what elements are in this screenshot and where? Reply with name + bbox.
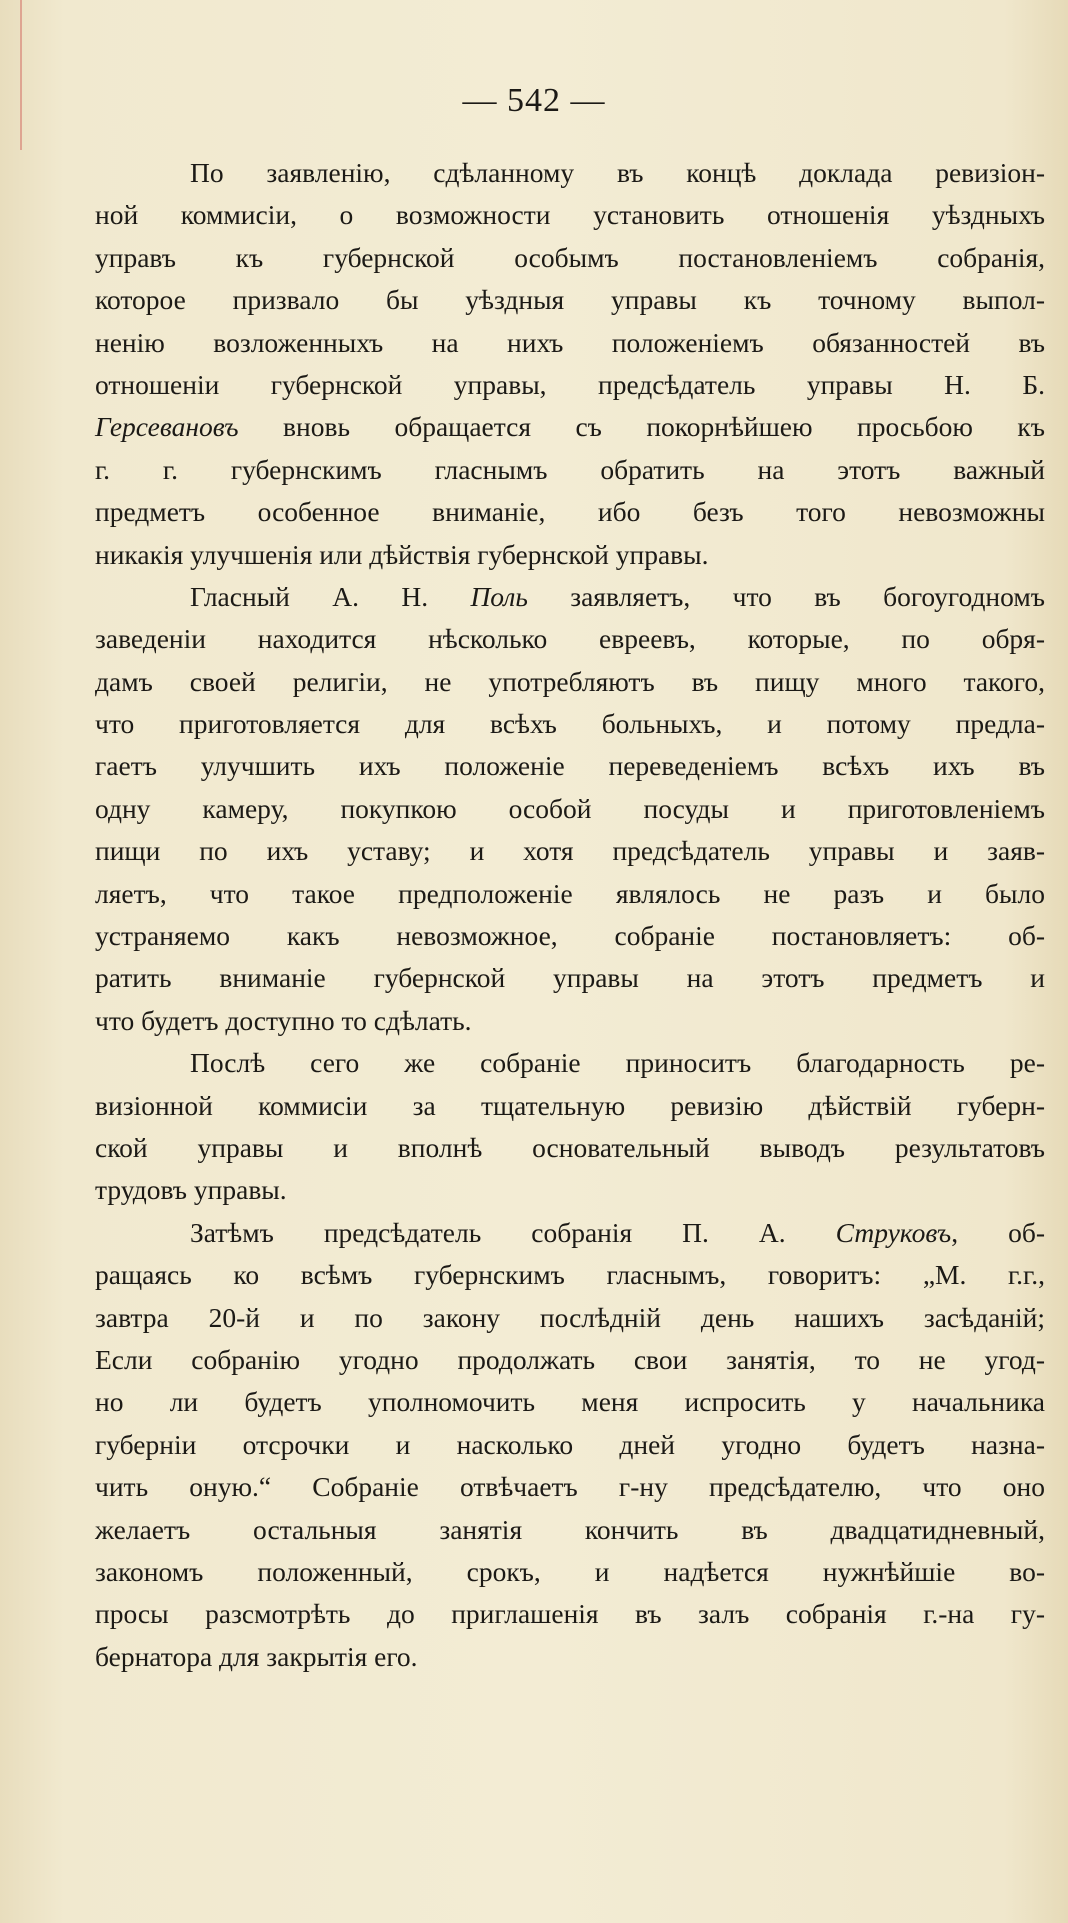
- text-segment: дамъ своей религіи, не употребляютъ въ пищу много такого,: [95, 665, 1045, 697]
- italic-name: Поль: [470, 580, 528, 612]
- text-segment: никакія улучшенія или дѣйствія губернской управы.: [95, 538, 709, 570]
- text-line: [95, 322, 1045, 364]
- text-segment: Гласный А. Н.: [190, 580, 471, 612]
- paragraph: [95, 576, 1045, 1042]
- text-segment: Если собранію угодно продолжать свои занятія, то не угод-: [95, 1343, 1045, 1375]
- text-segment: отношеніи губернской управы, предсѣдатель управы Н. Б.: [95, 368, 1045, 400]
- text-line: [95, 1212, 1045, 1254]
- text-line: [95, 1424, 1045, 1466]
- text-line: [95, 152, 1045, 194]
- text-line: [95, 1000, 1045, 1042]
- text-segment: ской управы и вполнѣ основательный выводъ результатовъ: [95, 1131, 1045, 1163]
- text-line: [95, 449, 1045, 491]
- text-line: [95, 279, 1045, 321]
- text-line: [95, 1042, 1045, 1084]
- text-line: [95, 873, 1045, 915]
- text-segment: устраняемо какъ невозможное, собраніе постановляетъ: об-: [95, 920, 1045, 952]
- text-line: [95, 1466, 1045, 1508]
- text-segment: заведеніи находится нѣсколько евреевъ, которые, по обря-: [95, 623, 1045, 655]
- text-line: [95, 491, 1045, 533]
- body-text: [95, 152, 1045, 1678]
- text-line: [95, 1636, 1045, 1678]
- text-line: [95, 1381, 1045, 1423]
- text-line: [95, 703, 1045, 745]
- text-line: [95, 1254, 1045, 1296]
- text-line: [95, 576, 1045, 618]
- text-segment: ратить вниманіе губернской управы на этотъ предметъ и: [95, 962, 1045, 994]
- text-segment: чить оную.“ Собраніе отвѣчаетъ г-ну предсѣдателю, что оно: [95, 1471, 1045, 1503]
- text-segment: г. г. губернскимъ гласнымъ обратить на этотъ важный: [95, 453, 1045, 485]
- margin-rule: [20, 0, 22, 150]
- text-line: [95, 1509, 1045, 1551]
- text-line: [95, 830, 1045, 872]
- text-segment: По заявленію, сдѣланному въ концѣ доклада ревизіон-: [190, 157, 1045, 188]
- text-line: [95, 1339, 1045, 1381]
- text-line: [95, 534, 1045, 576]
- italic-name: Герсевановъ: [95, 411, 239, 443]
- text-segment: ной коммисіи, о возможности установить отношенія уѣздныхъ: [95, 199, 1045, 231]
- text-line: [95, 364, 1045, 406]
- italic-name: Струковъ: [835, 1216, 952, 1248]
- text-segment: желаетъ остальныя занятія кончить въ двадцатидневный,: [95, 1513, 1045, 1545]
- text-line: [95, 237, 1045, 279]
- text-segment: Затѣмъ предсѣдатель собранія П. А.: [190, 1216, 836, 1248]
- text-segment: но ли будетъ уполномочить меня испросить у начальника: [95, 1386, 1045, 1418]
- text-line: [95, 915, 1045, 957]
- text-segment: что будетъ доступно то сдѣлать.: [95, 1004, 472, 1036]
- text-segment: которое призвало бы уѣздныя управы къ точному выпол-: [95, 284, 1045, 316]
- text-segment: Послѣ сего же собраніе приноситъ благодарность ре-: [190, 1047, 1045, 1079]
- text-segment: ращаясь ко всѣмъ губернскимъ гласнымъ, говоритъ: „М. г.г.,: [95, 1259, 1045, 1291]
- text-line: [95, 1593, 1045, 1635]
- page-number: — 542 —: [462, 82, 606, 119]
- text-line: [95, 1551, 1045, 1593]
- text-line: [95, 194, 1045, 236]
- text-line: [95, 1127, 1045, 1169]
- text-segment: гаетъ улучшить ихъ положеніе переведеніемъ всѣхъ ихъ въ: [95, 750, 1045, 782]
- text-segment: просы разсмотрѣть до приглашенія въ залъ собранія г.-на гу-: [95, 1598, 1045, 1630]
- text-segment: ляетъ, что такое предположеніе являлось не разъ и было: [95, 877, 1045, 909]
- text-line: [95, 1085, 1045, 1127]
- text-line: [95, 661, 1045, 703]
- text-line: [95, 745, 1045, 787]
- text-segment: заявляетъ, что въ богоугодномъ: [527, 580, 1045, 612]
- text-line: [95, 788, 1045, 830]
- text-segment: одну камеру, покупкою особой посуды и приготовленіемъ: [95, 792, 1045, 824]
- text-segment: предметъ особенное вниманіе, ибо безъ того невозможны: [95, 496, 1045, 528]
- text-segment: бернатора для закрытія его.: [95, 1640, 418, 1672]
- text-segment: пищи по ихъ уставу; и хотя предсѣдатель управы и заяв-: [95, 835, 1045, 867]
- paragraph: [95, 1212, 1045, 1678]
- text-segment: визіонной коммисіи за тщательную ревизію дѣйствій губерн-: [95, 1089, 1045, 1121]
- paragraph: [95, 1042, 1045, 1212]
- text-segment: трудовъ управы.: [95, 1174, 287, 1206]
- text-segment: управъ къ губернской особымъ постановленіемъ собранія,: [95, 241, 1045, 273]
- text-segment: , об-: [951, 1216, 1045, 1248]
- text-line: [95, 618, 1045, 660]
- text-segment: вновь обращается съ покорнѣйшею просьбою къ: [238, 411, 1045, 443]
- text-segment: ненію возложенныхъ на нихъ положеніемъ обязанностей въ: [95, 326, 1045, 358]
- text-segment: что приготовляется для всѣхъ больныхъ, и потому предла-: [95, 708, 1045, 740]
- text-line: [95, 406, 1045, 448]
- text-segment: губерніи отсрочки и насколько дней угодно будетъ назна-: [95, 1428, 1045, 1460]
- text-line: [95, 1169, 1045, 1211]
- text-segment: завтра 20-й и по закону послѣдній день нашихъ засѣданій;: [95, 1301, 1045, 1333]
- text-line: [95, 957, 1045, 999]
- paragraph: [95, 152, 1045, 576]
- text-line: [95, 1297, 1045, 1339]
- text-segment: закономъ положенный, срокъ, и надѣется нужнѣйшіе во-: [95, 1555, 1045, 1587]
